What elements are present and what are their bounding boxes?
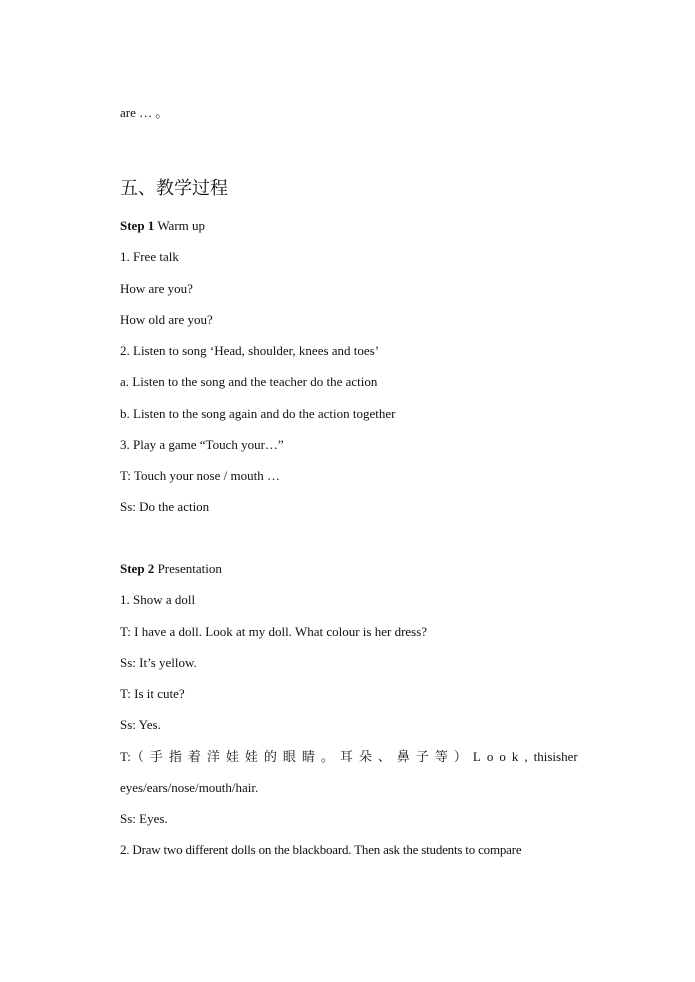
step-label: Step 2 <box>120 561 155 576</box>
text-line: 3. Play a game “Touch your…” <box>120 437 284 452</box>
text-line: T: I have a doll. Look at my doll. What colour is her dress? <box>120 624 428 639</box>
speaker-label: T: <box>120 749 131 764</box>
text-line: a. Listen to the song and the teacher do the action <box>120 374 378 389</box>
word: is <box>552 749 562 764</box>
step-heading <box>120 561 222 577</box>
step-label: Step 1 <box>120 218 155 233</box>
text-line: T: Touch your nose / mouth … <box>120 468 280 483</box>
text-line: b. Listen to the song again and do the action together <box>120 406 396 421</box>
text-line: 2. Listen to song ‘Head, shoulder, knees and toes’ <box>120 343 380 358</box>
step-heading <box>120 218 205 234</box>
justified-text-line <box>120 749 576 765</box>
text-line: How old are you? <box>120 312 213 327</box>
text-line: 2. Draw two different dolls on the blackboard. Then ask the students to compare <box>120 842 522 857</box>
text-line: Ss: Do the action <box>120 499 210 514</box>
text-line: T: Is it cute? <box>120 686 185 701</box>
text-line: are … 。 <box>120 105 169 120</box>
word: this <box>533 749 553 764</box>
step-title: Warm up <box>154 218 206 233</box>
text-line: eyes/ears/nose/mouth/hair. <box>120 780 259 795</box>
text-line: How are you? <box>120 281 193 296</box>
section-heading: 五、教学过程 <box>120 178 228 199</box>
text-line: 1. Show a doll <box>120 592 196 607</box>
annotated-phrase: （手指着洋娃娃的眼睛。耳朵、鼻子等）Look, <box>130 749 534 764</box>
text-line: Ss: It’s yellow. <box>120 655 197 670</box>
text-line: Ss: Eyes. <box>120 811 168 826</box>
text-line: Ss: Yes. <box>120 717 161 732</box>
text-line: 1. Free talk <box>120 249 179 264</box>
word: her <box>561 749 578 764</box>
step-title: Presentation <box>154 561 222 576</box>
